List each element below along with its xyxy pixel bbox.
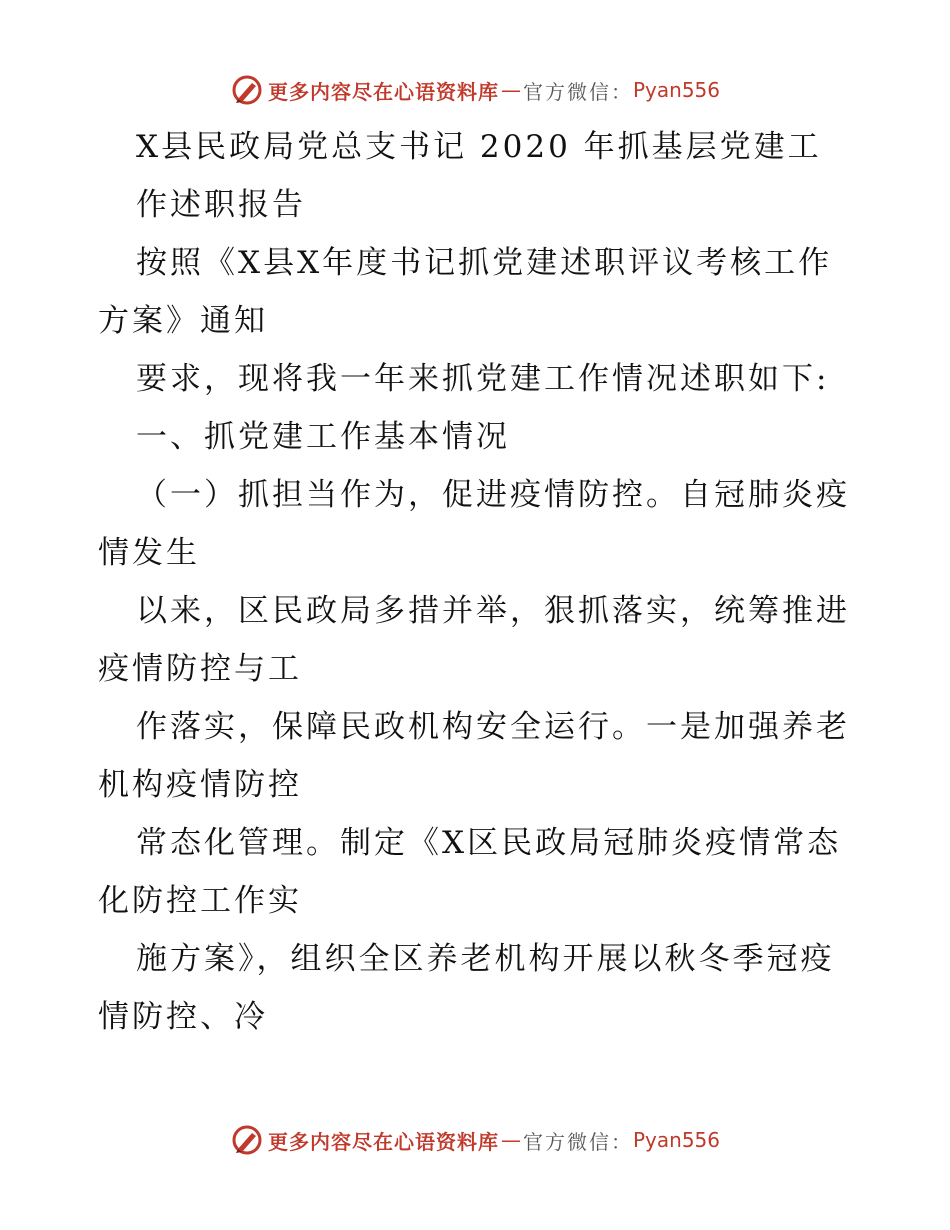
document-line: 化防控工作实 [98, 883, 302, 919]
watermark-label: 官方微信： [522, 79, 633, 104]
watermark-id: Pyan556 [632, 78, 720, 102]
watermark-separator: — [500, 1128, 521, 1152]
document-line: 以来，区民政局多措并举，狠抓落实，统筹推进 [136, 593, 850, 629]
document-line: （一）抓担当作为，促进疫情防控。自冠肺炎疫 [136, 477, 850, 513]
watermark-text: 更多内容尽在心语资料库 [267, 1129, 499, 1154]
watermark-id: Pyan556 [632, 1128, 720, 1152]
watermark-footer [0, 1120, 950, 1160]
pen-logo-icon [230, 73, 264, 107]
document-line: X县民政局党总支书记 2020 年抓基层党建工 [136, 129, 822, 165]
document-line: 一、抓党建工作基本情况 [136, 419, 510, 455]
pen-logo-icon [230, 1123, 264, 1157]
document-line: 要求，现将我一年来抓党建工作情况述职如下: [136, 361, 830, 397]
document-line: 疫情防控与工 [98, 651, 302, 687]
document-line: 机构疫情防控 [98, 767, 302, 803]
document-line: 作落实，保障民政机构安全运行。一是加强养老 [136, 709, 850, 745]
watermark-separator: — [500, 78, 521, 102]
document-line: 情防控、冷 [98, 999, 268, 1035]
document-line: 作述职报告 [136, 187, 306, 223]
watermark-text: 更多内容尽在心语资料库 [267, 79, 499, 104]
watermark-label: 官方微信： [522, 1129, 633, 1154]
document-line: 情发生 [98, 535, 200, 571]
document-line: 方案》通知 [98, 303, 268, 339]
document-body [98, 118, 858, 1046]
document-line: 常态化管理。制定《X区民政局冠肺炎疫情常态 [136, 825, 842, 861]
watermark-header [0, 70, 950, 110]
document-line: 按照《X县X年度书记抓党建述职评议考核工作 [136, 245, 833, 281]
document-line: 施方案》，组织全区养老机构开展以秋冬季冠疫 [136, 941, 835, 977]
